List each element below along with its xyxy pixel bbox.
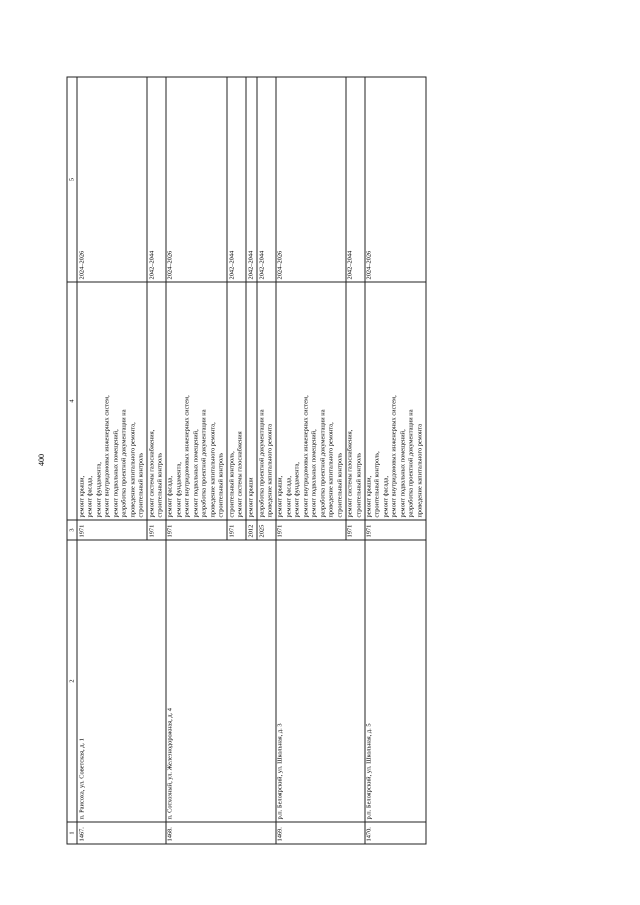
work-item: строительный контроль bbox=[335, 452, 343, 518]
table-row bbox=[364, 77, 425, 844]
works-cell bbox=[345, 282, 364, 520]
work-item: строительный контроль bbox=[217, 452, 225, 518]
work-item: проведение капитального ремонта, bbox=[327, 422, 335, 518]
period-cell: 2024–2026 bbox=[77, 77, 147, 282]
year-cell: 1971 bbox=[227, 520, 246, 540]
table-row bbox=[275, 77, 345, 844]
column-number: 1 bbox=[67, 822, 77, 844]
rotated-table-container bbox=[66, 78, 574, 845]
column-number: 5 bbox=[67, 77, 77, 282]
year-cell: 1971 bbox=[364, 520, 425, 540]
year-cell: 1971 bbox=[345, 520, 364, 540]
year-cell: 2025 bbox=[257, 520, 276, 540]
address-cell: п. Сотхозный, ул. Железнодорожная, д. 4 bbox=[165, 540, 275, 822]
year-cell: 1971 bbox=[147, 520, 166, 540]
address-cell: р.п. Белоярский, ул. Школьная, д. 5 bbox=[364, 540, 425, 822]
work-item: разработка проектной документации на bbox=[120, 409, 128, 518]
year-cell: 1971 bbox=[77, 520, 147, 540]
work-item: ремонт фундамента, bbox=[174, 462, 182, 518]
table-row bbox=[165, 77, 226, 844]
work-item: ремонт подвальных помещений, bbox=[111, 429, 119, 518]
column-number: 2 bbox=[67, 540, 77, 822]
work-item: ремонт внутридомовых инженерных систем, bbox=[103, 395, 111, 518]
period-cell: 2042–2044 bbox=[147, 77, 166, 282]
work-item: строительный контроль bbox=[156, 452, 164, 518]
column-number: 4 bbox=[67, 282, 77, 520]
work-item: ремонт системы газоснабжения, bbox=[147, 429, 155, 518]
year-cell: 2012 bbox=[246, 520, 257, 540]
address-cell: р.п. Белоярский, ул. Школьная, д. 3 bbox=[275, 540, 364, 822]
work-item: строительный контроль, bbox=[227, 451, 235, 518]
work-item: ремонт крыши bbox=[246, 477, 254, 518]
work-item: проведение капитального ремонта bbox=[415, 423, 423, 518]
work-item: ремонт внутридомовых инженерных систем, bbox=[390, 395, 398, 518]
work-item: проведение капитального ремонта, bbox=[128, 422, 136, 518]
works-cell bbox=[165, 282, 226, 520]
work-item: разработка проектной документации на bbox=[257, 409, 265, 518]
works-cell bbox=[147, 282, 166, 520]
row-number: 1469. bbox=[275, 822, 364, 844]
work-item: ремонт крыши, bbox=[276, 475, 284, 518]
work-item: ремонт крыши, bbox=[365, 475, 372, 518]
work-item: ремонт системы газоснабжения bbox=[236, 431, 244, 518]
work-item: строительный контроль, bbox=[373, 451, 381, 518]
work-item: строительный контроль bbox=[354, 452, 362, 518]
row-number: 1468. bbox=[165, 822, 275, 844]
period-cell: 2042–2044 bbox=[246, 77, 257, 282]
row-number: 1467. bbox=[77, 822, 166, 844]
work-item: ремонт подвальных помещений, bbox=[398, 429, 406, 518]
work-item: ремонт внутридомовых инженерных систем, bbox=[183, 395, 191, 518]
work-item: разработка проектной документации на bbox=[200, 409, 208, 518]
work-item: проведение капитального ремонта bbox=[266, 423, 274, 518]
works-cell bbox=[77, 282, 147, 520]
work-item: ремонт фасада, bbox=[86, 476, 94, 518]
table-row bbox=[77, 77, 147, 844]
work-item: разработка проектной документации на bbox=[318, 409, 326, 518]
period-cell: 2024–2026 bbox=[275, 77, 345, 282]
period-cell: 2024–2026 bbox=[165, 77, 226, 282]
period-cell: 2024–2026 bbox=[364, 77, 425, 282]
work-item: проведение капитального ремонта, bbox=[208, 422, 216, 518]
work-item: ремонт крыши, bbox=[77, 475, 85, 518]
works-cell bbox=[246, 282, 257, 520]
column-number-row bbox=[67, 77, 77, 844]
works-cell bbox=[364, 282, 425, 520]
period-cell: 2042–2044 bbox=[227, 77, 246, 282]
work-item: ремонт фасада, bbox=[166, 476, 174, 518]
works-cell bbox=[275, 282, 345, 520]
work-item: ремонт системы газоснабжения, bbox=[346, 429, 354, 518]
period-cell: 2042–2044 bbox=[345, 77, 364, 282]
works-cell bbox=[227, 282, 246, 520]
work-item: ремонт фасада, bbox=[284, 476, 292, 518]
period-cell: 2042–2044 bbox=[257, 77, 276, 282]
work-item: ремонт фундамента, bbox=[94, 462, 102, 518]
work-item: разработка проектной документации на bbox=[407, 409, 415, 518]
works-cell bbox=[257, 282, 276, 520]
work-item: ремонт фундамента, bbox=[293, 462, 301, 518]
year-cell: 1971 bbox=[275, 520, 345, 540]
work-item: ремонт фасада, bbox=[381, 476, 389, 518]
column-number: 3 bbox=[67, 520, 77, 540]
row-number: 1470. bbox=[364, 822, 425, 844]
address-cell: п. Раисоха, ул. Советская, д. 1 bbox=[77, 540, 166, 822]
work-item: ремонт внутридомовых инженерных систем, bbox=[301, 395, 309, 518]
repair-schedule-table bbox=[66, 77, 426, 845]
page-number: 400 bbox=[37, 454, 46, 466]
work-item: строительный контроль bbox=[137, 452, 145, 518]
work-item: ремонт подвальных помещений, bbox=[310, 429, 318, 518]
year-cell: 1971 bbox=[165, 520, 226, 540]
work-item: ремонт подвальных помещений, bbox=[191, 429, 199, 518]
